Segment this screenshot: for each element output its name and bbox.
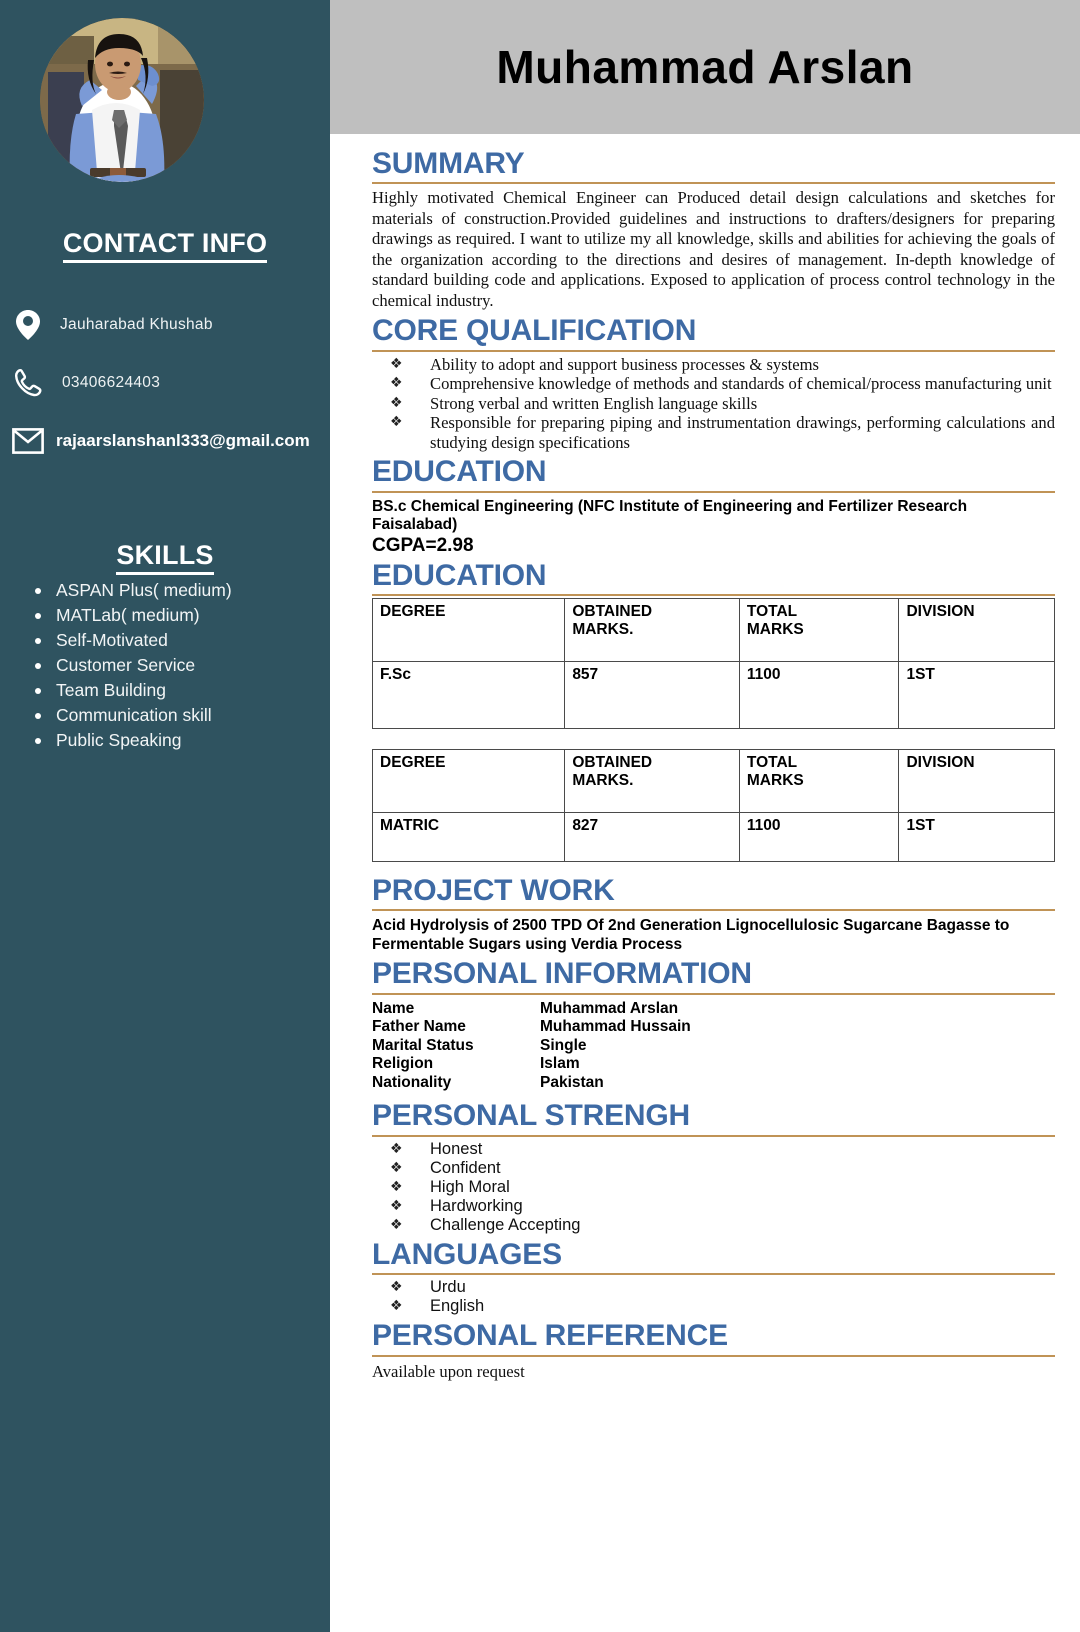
- diamond-bullet-icon: ❖: [390, 394, 403, 411]
- list-item-label: Honest: [430, 1139, 483, 1158]
- cell-degree: MATRIC: [373, 813, 565, 862]
- list-item: [372, 1197, 1055, 1216]
- list-item-label: Challenge Accepting: [430, 1215, 581, 1234]
- skills-heading-wrapper: [0, 540, 330, 571]
- list-item: Team Building: [28, 678, 358, 703]
- list-item-label: Responsible for preparing piping and instrumentation drawings, performing calculations and studying design specifications: [430, 413, 1055, 452]
- column-header-obtained-line2: MARKS.: [572, 621, 634, 639]
- list-item: MATLab( medium): [28, 603, 358, 628]
- list-item: Public Speaking: [28, 728, 358, 753]
- column-header-division-line1: DIVISION: [906, 603, 975, 621]
- spacer: [372, 1092, 1055, 1096]
- field-value: Pakistan: [540, 1073, 604, 1091]
- profile-photo-image: [40, 18, 204, 182]
- field-label: Name: [372, 999, 415, 1017]
- list-item: Communication skill: [28, 703, 358, 728]
- field-value: Single: [540, 1036, 587, 1054]
- column-header-total-line2: MARKS: [746, 621, 804, 639]
- list-item: [372, 1297, 1055, 1316]
- diamond-bullet-icon: ❖: [390, 1216, 403, 1233]
- core-qualification-list: [372, 355, 1055, 453]
- section-heading-project-work: PROJECT WORK: [372, 875, 1055, 911]
- list-item: [372, 1278, 1055, 1297]
- table-row: [372, 1074, 691, 1093]
- table-spacer: [372, 729, 1055, 747]
- section-heading-education-tables: EDUCATION: [372, 560, 1055, 596]
- column-header-degree: [373, 599, 565, 662]
- column-header-division: [899, 750, 1055, 813]
- diamond-bullet-icon: ❖: [390, 1279, 403, 1296]
- name-banner: [330, 0, 1080, 134]
- section-heading-personal-strength: PERSONAL STRENGH: [372, 1100, 1055, 1136]
- list-item: [372, 1159, 1055, 1178]
- address-text: Jauharabad Khushab: [60, 316, 213, 333]
- diamond-bullet-icon: ❖: [390, 1159, 403, 1176]
- section-heading-personal-information: PERSONAL INFORMATION: [372, 958, 1055, 994]
- field-label: Nationality: [372, 1073, 452, 1091]
- list-item: Self-Motivated: [28, 628, 358, 653]
- email-text: rajaarslanshanl333@gmail.com: [56, 431, 310, 450]
- list-item: [372, 1178, 1055, 1197]
- section-heading-languages: LANGUAGES: [372, 1239, 1055, 1275]
- phone-icon: [0, 368, 56, 398]
- page-title: Muhammad Arslan: [496, 41, 914, 93]
- column-header-division: [899, 599, 1055, 662]
- column-header-total-marks: [739, 599, 899, 662]
- cell-obtained-marks: 827: [565, 813, 740, 862]
- diamond-bullet-icon: ❖: [390, 1298, 403, 1315]
- table-row: [373, 750, 1055, 813]
- column-header-obtained-line2: MARKS.: [572, 772, 634, 790]
- diamond-bullet-icon: ❖: [390, 1197, 403, 1214]
- list-item-label: English: [430, 1297, 485, 1316]
- column-header-total-line1: TOTAL: [746, 603, 798, 621]
- phone-text: 03406624403: [62, 374, 161, 391]
- diamond-bullet-icon: ❖: [390, 1178, 403, 1195]
- list-item-label: Hardworking: [430, 1196, 523, 1215]
- list-item-label: Strong verbal and written English language skills: [430, 393, 758, 413]
- list-item: ASPAN Plus( medium): [28, 578, 358, 603]
- avatar: [40, 18, 204, 182]
- column-header-obtained-marks: [565, 750, 740, 813]
- sidebar: [0, 0, 330, 1632]
- contact-row-address: [0, 296, 330, 354]
- cell-division: 1ST: [899, 662, 1055, 729]
- column-header-degree: [373, 750, 565, 813]
- cell-obtained-marks: 857: [565, 662, 740, 729]
- cell-degree: F.Sc: [373, 662, 565, 729]
- table-row: [372, 1037, 691, 1056]
- list-item-label: Comprehensive knowledge of methods and standards of chemical/process manufacturing unit: [430, 374, 1052, 394]
- skills-heading-text: SKILLS: [116, 540, 213, 575]
- column-header-division-line1: DIVISION: [906, 754, 975, 772]
- table-row: [373, 813, 1055, 862]
- spacer: [372, 862, 1055, 871]
- list-item: [372, 1140, 1055, 1159]
- field-label: Marital Status: [372, 1036, 474, 1054]
- contact-info-heading: [0, 228, 330, 259]
- list-item-label: Urdu: [430, 1278, 466, 1297]
- field-label: Religion: [372, 1055, 434, 1073]
- cell-total-marks: 1100: [739, 813, 899, 862]
- column-header-total-line1: TOTAL: [746, 754, 798, 772]
- cell-division: 1ST: [899, 813, 1055, 862]
- education-table-fsc: [372, 598, 1055, 729]
- contact-info-heading-wrapper: [0, 228, 330, 259]
- table-row: [373, 662, 1055, 729]
- field-value: Muhammad Hussain: [540, 1018, 691, 1036]
- main-column: [330, 0, 1080, 1632]
- summary-text: Highly motivated Chemical Engineer can Produced detail design calculations and sketches for materials of construction.Provided guidelines and instructions to drafters/designers for preparing drawings as required. I want to utilize my all knowledge, skills and abilities for achieving the goals of the organization according to the directions and desires of management. In-depth knowledge of standard building code and applications. Exposed to application of process control technology in the chemical industry.: [372, 188, 1055, 310]
- personal-strength-list: [372, 1140, 1055, 1235]
- table-row: [372, 1055, 691, 1074]
- list-item: Customer Service: [28, 653, 358, 678]
- section-heading-summary: SUMMARY: [372, 148, 1055, 184]
- column-header-obtained-line1: OBTAINED: [572, 603, 653, 621]
- education-table-matric: [372, 749, 1055, 862]
- personal-reference-text: Available upon request: [372, 1361, 525, 1381]
- languages-list: [372, 1278, 1055, 1316]
- table-row: [372, 1018, 691, 1037]
- location-pin-icon: [0, 309, 56, 341]
- diamond-bullet-icon: ❖: [390, 414, 403, 431]
- list-item-label: High Moral: [430, 1177, 510, 1196]
- table-row: [372, 1000, 691, 1019]
- cell-total-marks: 1100: [739, 662, 899, 729]
- skills-list: [0, 578, 358, 753]
- list-item: [372, 1216, 1055, 1235]
- envelope-icon: [0, 428, 56, 454]
- contact-row-email: [0, 412, 330, 470]
- personal-information-table: [372, 1000, 691, 1093]
- field-value: Muhammad Arslan: [540, 999, 679, 1017]
- field-value: Islam: [540, 1055, 580, 1073]
- column-header-total-line2: MARKS: [746, 772, 804, 790]
- list-item: [372, 355, 1055, 375]
- column-header-total-marks: [739, 750, 899, 813]
- column-header-degree-line1: DEGREE: [380, 603, 446, 621]
- list-item: [372, 394, 1055, 414]
- column-header-degree-line1: DEGREE: [380, 754, 446, 772]
- education-cgpa: CGPA=2.98: [372, 534, 474, 556]
- list-item-label: Ability to adopt and support business processes & systems: [430, 354, 820, 374]
- education-degree-line: BS.c Chemical Engineering (NFC Institute of Engineering and Fertilizer Research Faisalabad): [372, 497, 968, 534]
- list-item: [372, 413, 1055, 452]
- field-label: Father Name: [372, 1018, 466, 1036]
- column-header-obtained-line1: OBTAINED: [572, 754, 653, 772]
- project-work-text: Acid Hydrolysis of 2500 TPD Of 2nd Generation Lignocellulosic Sugarcane Bagasse to Fermentable Sugars using Verdia Process: [372, 917, 1010, 954]
- section-heading-personal-reference: PERSONAL REFERENCE: [372, 1320, 1055, 1356]
- list-item-label: Confident: [430, 1158, 501, 1177]
- content-area: [330, 134, 1080, 1382]
- column-header-obtained-marks: [565, 599, 740, 662]
- contact-row-phone: [0, 354, 330, 412]
- contact-list: [0, 296, 330, 470]
- table-row: [373, 599, 1055, 662]
- section-heading-education-degree: EDUCATION: [372, 456, 1055, 492]
- skills-heading: [0, 540, 330, 571]
- diamond-bullet-icon: ❖: [390, 1140, 403, 1157]
- diamond-bullet-icon: ❖: [390, 375, 403, 392]
- diamond-bullet-icon: ❖: [390, 355, 403, 372]
- list-item: [372, 374, 1055, 394]
- section-heading-core-qualification: CORE QUALIFICATION: [372, 315, 1055, 351]
- contact-info-heading-text: CONTACT INFO: [63, 228, 267, 263]
